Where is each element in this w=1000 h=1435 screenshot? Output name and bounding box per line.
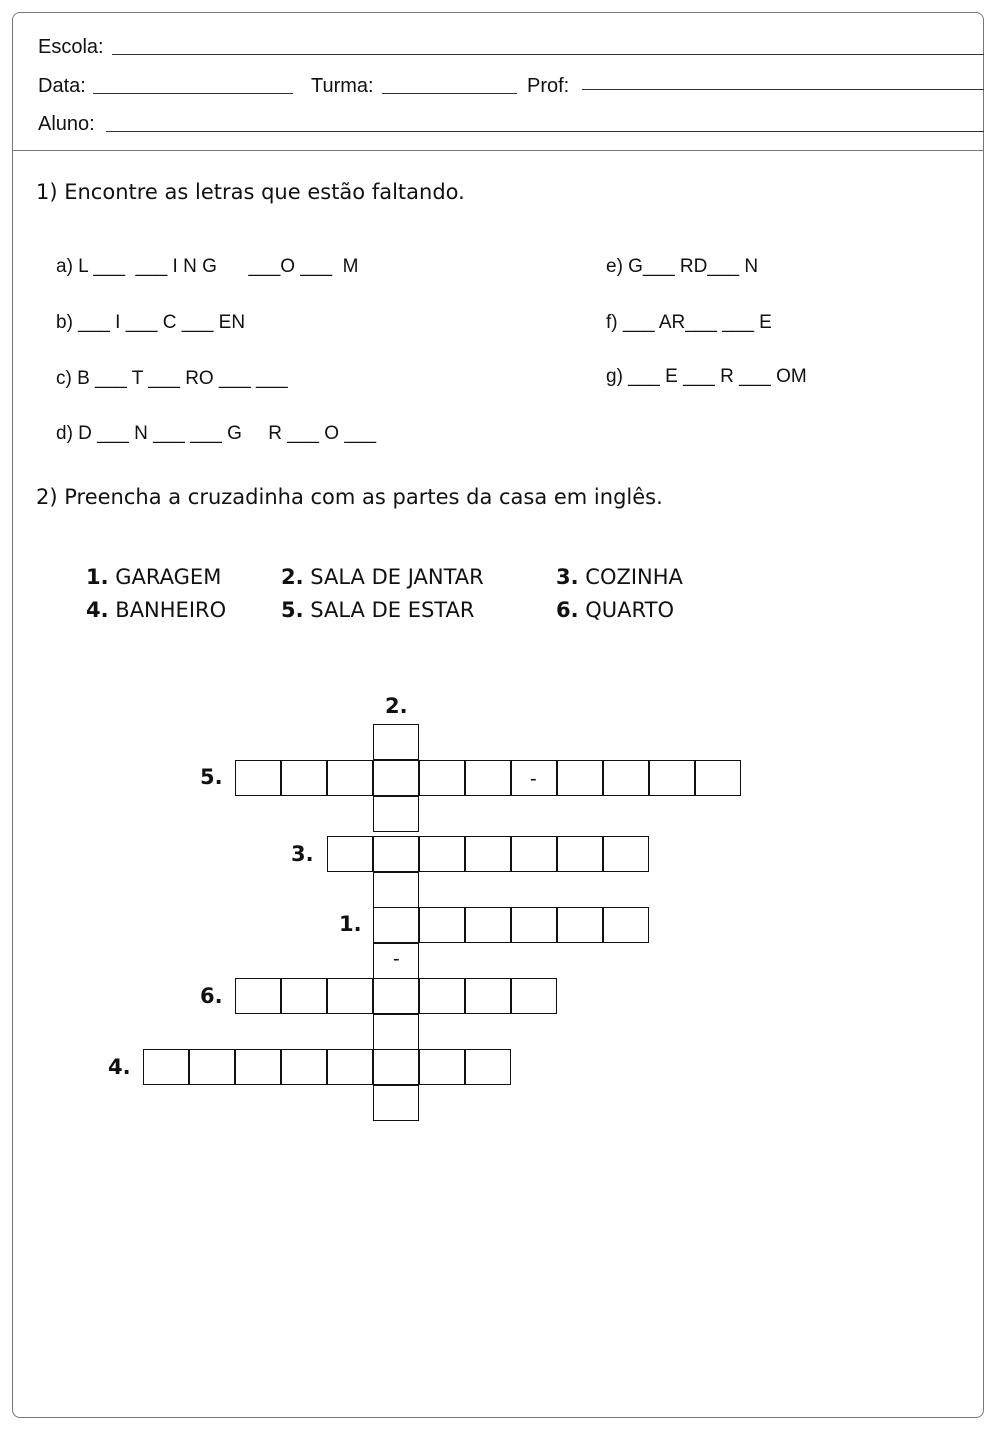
exercise-e[interactable]: e) G___ RD___ N — [606, 256, 759, 277]
crossword-cell-1-5[interactable] — [557, 907, 603, 943]
school-field[interactable] — [112, 54, 984, 55]
crossword-label-1: 1. — [339, 912, 362, 936]
clue-4: 4. BANHEIRO — [86, 598, 227, 622]
crossword-cell-1-2[interactable] — [419, 907, 465, 943]
crossword-cell-5-3[interactable] — [327, 760, 373, 796]
crossword-cell-1-6[interactable] — [603, 907, 649, 943]
crossword-cell-6-6[interactable] — [465, 978, 511, 1014]
crossword-label-4: 4. — [108, 1055, 131, 1079]
crossword-cell-1-4[interactable] — [511, 907, 557, 943]
question-2-title: 2) Preencha a cruzadinha com as partes da casa em inglês. — [36, 485, 663, 509]
crossword-cell-2-2[interactable] — [373, 796, 419, 832]
crossword-cell-5-6[interactable] — [465, 760, 511, 796]
crossword-cell-4-8[interactable] — [465, 1049, 511, 1085]
crossword-cell-6-1[interactable] — [235, 978, 281, 1014]
exercise-d[interactable]: d) D ___ N ___ ___ G R ___ O ___ — [56, 423, 377, 444]
date-label: Data: — [38, 75, 86, 97]
crossword-cell-3-3[interactable] — [419, 836, 465, 872]
crossword-cell-5-10[interactable] — [649, 760, 695, 796]
school-label: Escola: — [38, 36, 104, 58]
clue-1: 1. GARAGEM — [86, 565, 222, 589]
crossword-cell-2-1[interactable] — [373, 724, 419, 760]
crossword-cell-3-6[interactable] — [557, 836, 603, 872]
crossword-cell-5-2[interactable] — [281, 760, 327, 796]
question-1-title: 1) Encontre as letras que estão faltando. — [36, 180, 465, 204]
date-field[interactable] — [93, 93, 293, 94]
crossword-cell-6-3[interactable] — [327, 978, 373, 1014]
exercise-f[interactable]: f) ___ AR___ ___ E — [606, 312, 772, 333]
crossword-label-6: 6. — [200, 984, 223, 1008]
crossword-cell-5-11[interactable] — [695, 760, 741, 796]
crossword-cell-5-8[interactable] — [557, 760, 603, 796]
crossword-cell-5-5[interactable] — [419, 760, 465, 796]
teacher-label: Prof: — [527, 75, 570, 97]
crossword-cell-3-2[interactable] — [373, 836, 419, 872]
crossword-cell-5-4[interactable] — [373, 760, 419, 796]
crossword-cell-6-4[interactable] — [373, 978, 419, 1014]
crossword-cell-3-7[interactable] — [603, 836, 649, 872]
crossword-cell-5-1[interactable] — [235, 760, 281, 796]
crossword-cell-6-2[interactable] — [281, 978, 327, 1014]
exercise-b[interactable]: b) ___ I ___ C ___ EN — [56, 312, 246, 333]
crossword-cell-5-9[interactable] — [603, 760, 649, 796]
crossword-label-2: 2. — [385, 694, 408, 718]
crossword-cell-3-1[interactable] — [327, 836, 373, 872]
crossword-cell-6-7[interactable] — [511, 978, 557, 1014]
clue-2: 2. SALA DE JANTAR — [281, 565, 484, 589]
clue-6: 6. QUARTO — [556, 598, 674, 622]
header-divider — [12, 150, 984, 151]
word-break-dash-5: - — [530, 768, 537, 790]
class-label: Turma: — [311, 75, 374, 97]
crossword-label-5: 5. — [200, 765, 223, 789]
class-field[interactable] — [382, 93, 517, 94]
teacher-field[interactable] — [582, 89, 984, 90]
crossword-label-3: 3. — [291, 842, 314, 866]
crossword-cell-2-6[interactable] — [373, 1085, 419, 1121]
student-label: Aluno: — [38, 113, 95, 135]
crossword-cell-6-5[interactable] — [419, 978, 465, 1014]
crossword-cell-2-3[interactable] — [373, 872, 419, 908]
crossword-cell-4-7[interactable] — [419, 1049, 465, 1085]
crossword-cell-2-5[interactable] — [373, 1014, 419, 1050]
clue-5: 5. SALA DE ESTAR — [281, 598, 475, 622]
exercise-c[interactable]: c) B ___ T ___ RO ___ ___ — [56, 368, 288, 389]
crossword-cell-1-3[interactable] — [465, 907, 511, 943]
crossword-cell-1-1[interactable] — [373, 907, 419, 943]
exercise-g[interactable]: g) ___ E ___ R ___ OM — [606, 366, 807, 387]
crossword-cell-4-5[interactable] — [327, 1049, 373, 1085]
crossword-cell-4-1[interactable] — [143, 1049, 189, 1085]
word-break-dash-2: - — [393, 948, 400, 970]
crossword-cell-4-6[interactable] — [373, 1049, 419, 1085]
crossword-cell-4-2[interactable] — [189, 1049, 235, 1085]
crossword-cell-3-5[interactable] — [511, 836, 557, 872]
crossword-cell-4-3[interactable] — [235, 1049, 281, 1085]
worksheet-border — [12, 12, 984, 1418]
exercise-a[interactable]: a) L ___ ___ I N G ___O ___ M — [56, 256, 359, 277]
student-field[interactable] — [106, 131, 984, 132]
crossword-cell-3-4[interactable] — [465, 836, 511, 872]
clue-3: 3. COZINHA — [556, 565, 683, 589]
crossword-cell-4-4[interactable] — [281, 1049, 327, 1085]
